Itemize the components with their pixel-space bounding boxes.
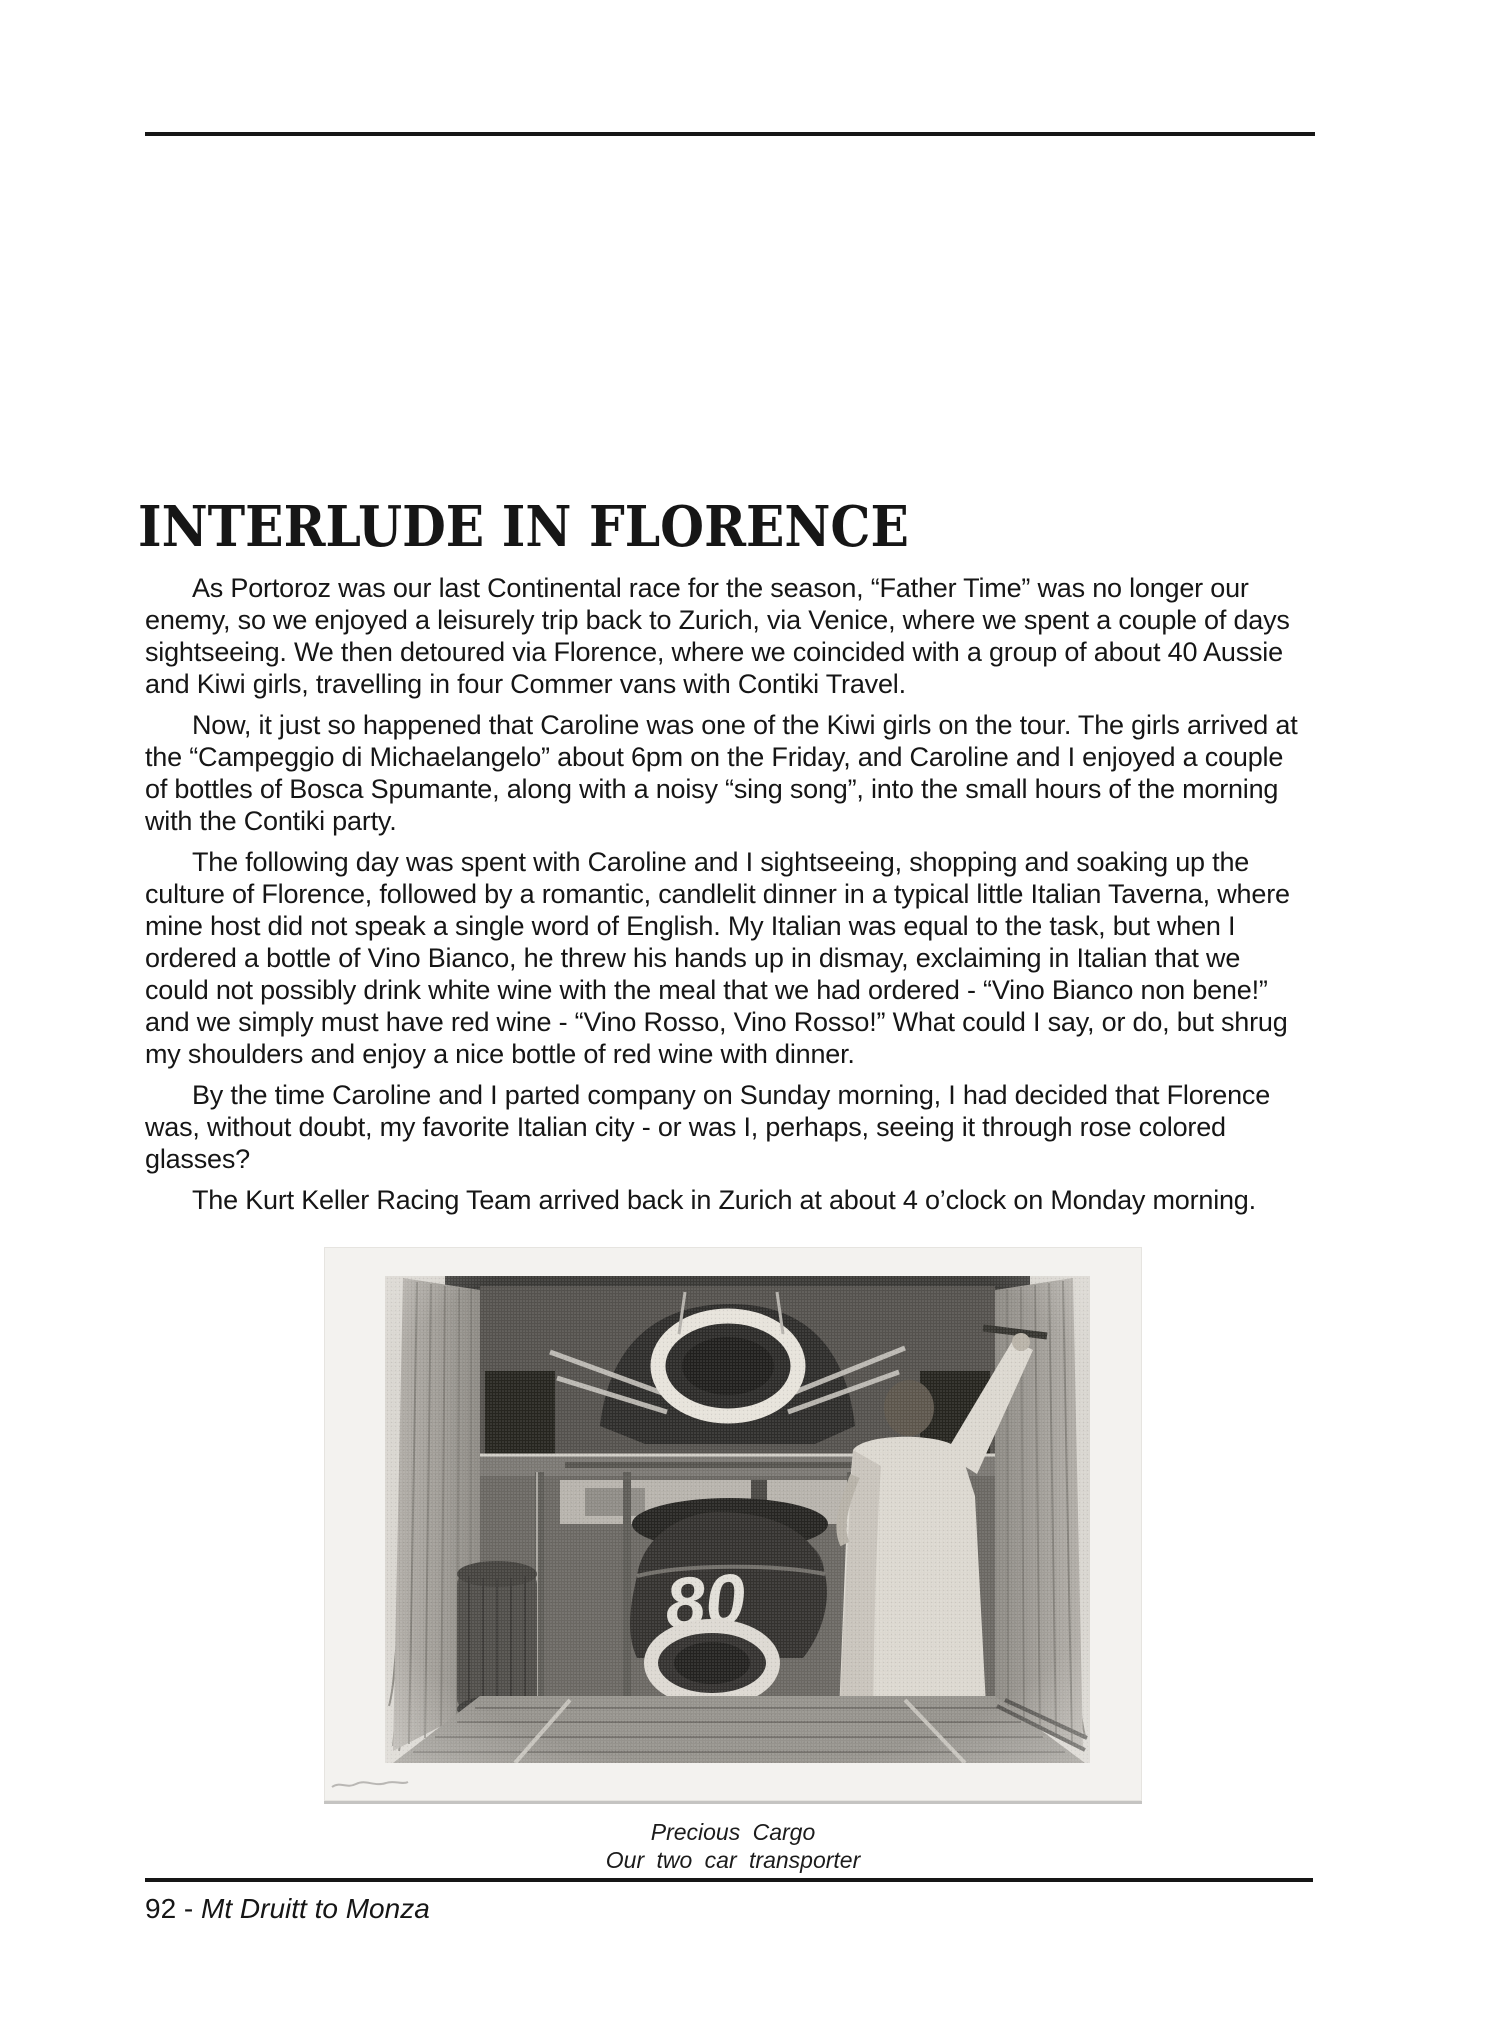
page-title: INTERLUDE IN FLORENCE	[138, 493, 909, 560]
transporter-photo	[324, 1247, 1142, 1801]
body-text	[145, 572, 1305, 1225]
vignette-overlay	[385, 1276, 1090, 1763]
paragraph-1: As Portoroz was our last Continental race for the season, “Father Time” was no longer our enemy, so we enjoyed a leisurely trip back to Zurich, via Venice, where we spent a couple of days sightseeing. We then detoured via Florence, where we coincided with a group of about 40 Aussie and Kiwi girls, travelling in four Commer vans with Contiki Travel.	[145, 573, 1290, 699]
photo-caption-line2: Our two car transporter	[605, 1847, 861, 1873]
transporter-photo-image	[385, 1276, 1090, 1763]
paragraph-2: Now, it just so happened that Caroline was one of the Kiwi girls on the tour. The girls arrived at the “Campeggio di Michaelangelo” about 6pm on the Friday, and Caroline and I enjoyed a couple of bottles of Bosca Spumante, along with a noisy “sing song”, into the small hours of the morning with the Contiki party.	[145, 710, 1298, 836]
book-title: Mt Druitt to Monza	[201, 1893, 430, 1924]
page-footer	[145, 1893, 430, 1925]
paragraph-4: By the time Caroline and I parted company on Sunday morning, I had decided that Florence was, without doubt, my favorite Italian city - or was I, perhaps, seeing it through rose colored glasses?	[145, 1080, 1271, 1174]
footer-rule	[145, 1878, 1313, 1882]
page-number: 92 -	[145, 1893, 202, 1924]
photo-caption-line1: Precious Cargo	[650, 1819, 816, 1845]
paragraph-3: The following day was spent with Caroline and I sightseeing, shopping and soaking up the culture of Florence, followed by a romantic, candlelit dinner in a typical little Italian Taverna, where mine host did not speak a single word of English. My Italian was equal to the task, but when I ordered a bottle of Vino Bianco, he threw his hands up in dismay, exclaiming in Italian that we could not possibly drink white wine with the meal that we had ordered - “Vino Bianco non bene!” and we simply must have red wine - “Vino Rosso, Vino Rosso!” What could I say, or do, but shrug my shoulders and enjoy a nice bottle of red wine with dinner.	[145, 847, 1290, 1069]
photo-caption	[324, 1818, 1142, 1874]
paragraph-5: The Kurt Keller Racing Team arrived back in Zurich at about 4 o’clock on Monday morning.	[192, 1185, 1256, 1215]
top-rule	[145, 132, 1315, 136]
transporter-photo-illustration	[385, 1276, 1090, 1763]
photo-border-mark	[330, 1773, 410, 1793]
